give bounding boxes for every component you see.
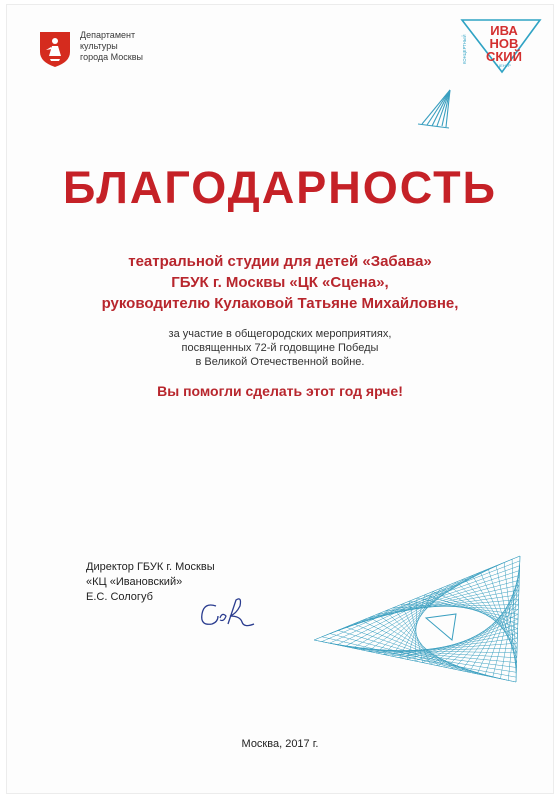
certificate-page: [6, 4, 554, 794]
signer-line-3: Е.С. Сологуб: [86, 591, 153, 603]
reason-block: [6, 327, 554, 369]
slogan: Вы помогли сделать этот год ярче!: [157, 383, 403, 399]
decor-line: [322, 559, 512, 641]
moscow-coat-of-arms-icon: [38, 30, 72, 68]
recipient-block: [6, 251, 554, 314]
center-logo-side-text: КОНЦЕРТНЫЙ: [462, 34, 467, 64]
reason-line-2: посвященных 72-й годовщине Победы: [181, 342, 379, 354]
center-logo-bottom-text: ЦЕНТР: [497, 63, 511, 68]
center-logo-line-2: НОВ: [489, 36, 519, 51]
signer-line-2: «КЦ «Ивановский»: [86, 576, 183, 588]
signer-line-1: Директор ГБУК г. Москвы: [86, 561, 215, 573]
decor-inner-triangle: [426, 614, 456, 640]
decor-line: [330, 643, 517, 672]
department-logo: [38, 30, 200, 68]
department-line-1: Департамент: [80, 30, 136, 40]
handwritten-signature: [196, 594, 258, 634]
ivanovsky-center-logo: [460, 18, 542, 74]
decor-line: [337, 566, 496, 645]
decorative-string-art-triangle: [306, 548, 526, 688]
reason-line-3: в Великой Отечественной войне.: [195, 356, 365, 368]
recipient-line-3: руководителю Кулаковой Татьяне Михайловне,: [101, 295, 459, 312]
department-line-2: культуры: [80, 41, 118, 51]
reason-line-1: за участие в общегородских мероприятиях,: [168, 328, 392, 340]
department-line-3: города Москвы: [80, 52, 143, 62]
center-logo-line-1: ИВА: [490, 23, 518, 38]
decorative-small-triangle: [416, 88, 452, 130]
place-and-date: Москва, 2017 г.: [241, 738, 319, 750]
decor-line: [322, 642, 516, 678]
center-logo-line-3: СКИЙ: [485, 49, 523, 64]
recipient-line-2: ГБУК г. Москвы «ЦК «Сцена»,: [171, 274, 389, 291]
certificate-title: БЛАГОДАРНОСТЬ: [63, 162, 497, 213]
recipient-line-1: театральной студии для детей «Забава»: [128, 253, 432, 270]
